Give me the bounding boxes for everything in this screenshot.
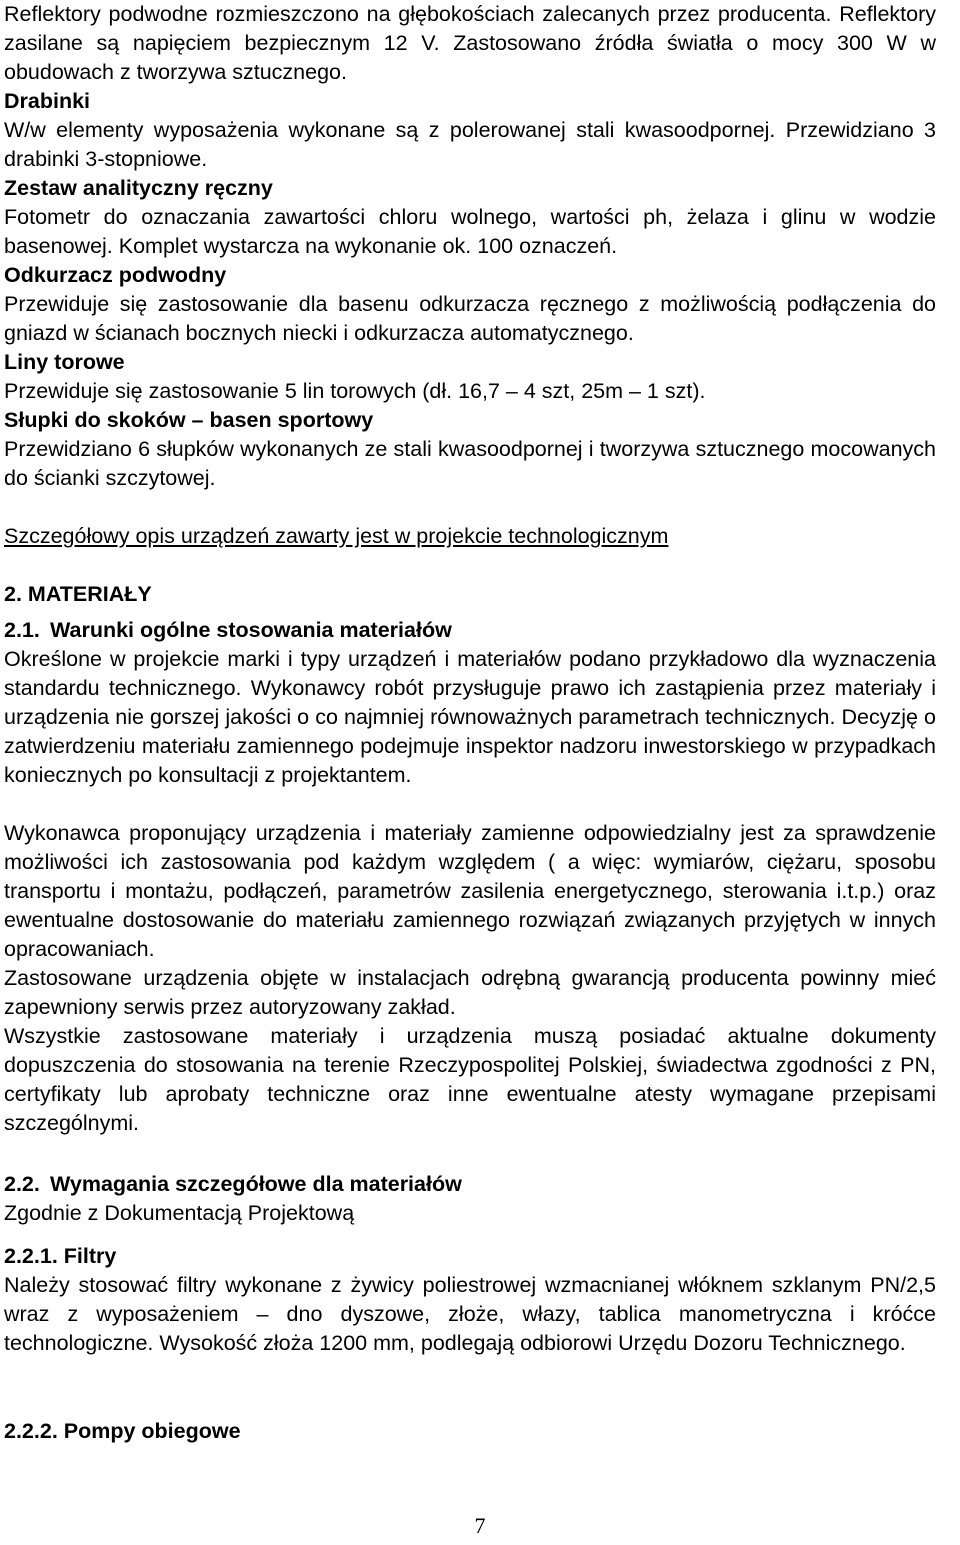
paragraph-odkurzacz: Przewiduje się zastosowanie dla basenu odkurzacza ręcznego z możliwością podłączenia do gniazd w ścianach bocznych niecki i odkurzacza automatycznego.	[4, 292, 936, 345]
subsection-heading-2-1	[4, 616, 936, 645]
link-opis-urzadzen: Szczegółowy opis urządzeń zawarty jest w projekcie technologicznym	[4, 524, 669, 548]
heading-slupki: Słupki do skoków – basen sportowy	[4, 408, 374, 432]
heading-zestaw-analityczny: Zestaw analityczny ręczny	[4, 176, 273, 200]
subsection-number: 2.1.	[4, 618, 40, 642]
subsection-title: Wymagania szczegółowe dla materiałów	[50, 1172, 462, 1196]
subsection-title: Warunki ogólne stosowania materiałów	[50, 618, 452, 642]
subsection-number: 2.2.	[4, 1172, 40, 1196]
paragraph-liny-torowe: Przewiduje się zastosowanie 5 lin torowych (dł. 16,7 – 4 szt, 25m – 1 szt).	[4, 379, 706, 403]
paragraph-warunki-4: Wszystkie zastosowane materiały i urządzenia muszą posiadać aktualne dokumenty dopuszczenia do stosowania na terenie Rzeczypospolitej Polskiej, świadectwa zgodności z PN, certyfikaty lub aprobaty techniczne oraz inne ewentualne atesty wymagane przepisami szczególnymi.	[4, 1024, 936, 1135]
paragraph-warunki-1: Określone w projekcie marki i typy urządzeń i materiałów podano przykładowo dla wyznaczenia standardu technicznego. Wykonawcy robót przysługuje prawo ich zastąpienia przez materiały i urządzenia nie gorszej jakości o co najmniej równoważnych parametrach technicznych. Decyzję o zatwierdzeniu materiału zamiennego podejmuje inspektor nadzoru inwestorskiego w przypadkach koniecznych po konsultacji z projektantem.	[4, 647, 936, 787]
paragraph-zgodnie: Zgodnie z Dokumentacją Projektową	[4, 1201, 355, 1225]
heading-liny-torowe: Liny torowe	[4, 350, 125, 374]
section-heading-materialy: 2. MATERIAŁY	[4, 582, 152, 606]
page-number: 7	[474, 1513, 486, 1538]
subsection-heading-filtry: 2.2.1. Filtry	[4, 1244, 117, 1268]
heading-drabinki: Drabinki	[4, 89, 91, 113]
subsection-heading-2-2	[4, 1170, 936, 1199]
subsection-heading-pompy: 2.2.2. Pompy obiegowe	[4, 1419, 241, 1443]
paragraph-slupki: Przewidziano 6 słupków wykonanych ze stali kwasoodpornej i tworzywa sztucznego mocowanych do ścianki szczytowej.	[4, 437, 936, 490]
paragraph-drabinki: W/w elementy wyposażenia wykonane są z polerowanej stali kwasoodpornej. Przewidziano 3 drabinki 3-stopniowe.	[4, 118, 936, 171]
heading-odkurzacz: Odkurzacz podwodny	[4, 263, 227, 287]
paragraph-filtry: Należy stosować filtry wykonane z żywicy poliestrowej wzmacnianej włóknem szklanym PN/2,5 wraz z wyposażeniem – dno dyszowe, złoże, włazy, tablica manometryczna i króćce technologiczne. Wysokość złoża 1200 mm, podlegają odbiorowi Urzędu Dozoru Technicznego.	[4, 1273, 936, 1355]
paragraph-warunki-2: Wykonawca proponujący urządzenia i materiały zamienne odpowiedzialny jest za sprawdzenie możliwości ich zastosowania pod każdym względem ( a więc: wymiarów, ciężaru, sposobu transportu i montażu, podłączeń, parametrów zasilenia energetycznego, sterowania i.t.p.) oraz ewentualne dostosowanie do materiału zamiennego rozwiązań związanych przyjętych w innych opracowaniach.	[4, 821, 936, 961]
paragraph-reflektory: Reflektory podwodne rozmieszczono na głębokościach zalecanych przez producenta. Reflektory zasilane są napięciem bezpiecznym 12 V. Zastosowano źródła światła o mocy 300 W w obudowach z tworzywa sztucznego.	[4, 2, 936, 84]
paragraph-warunki-3: Zastosowane urządzenia objęte w instalacjach odrębną gwarancją producenta powinny mieć zapewniony serwis przez autoryzowany zakład.	[4, 966, 936, 1019]
paragraph-zestaw-analityczny: Fotometr do oznaczania zawartości chloru wolnego, wartości ph, żelaza i glinu w wodzie basenowej. Komplet wystarcza na wykonanie ok. 100 oznaczeń.	[4, 205, 936, 258]
